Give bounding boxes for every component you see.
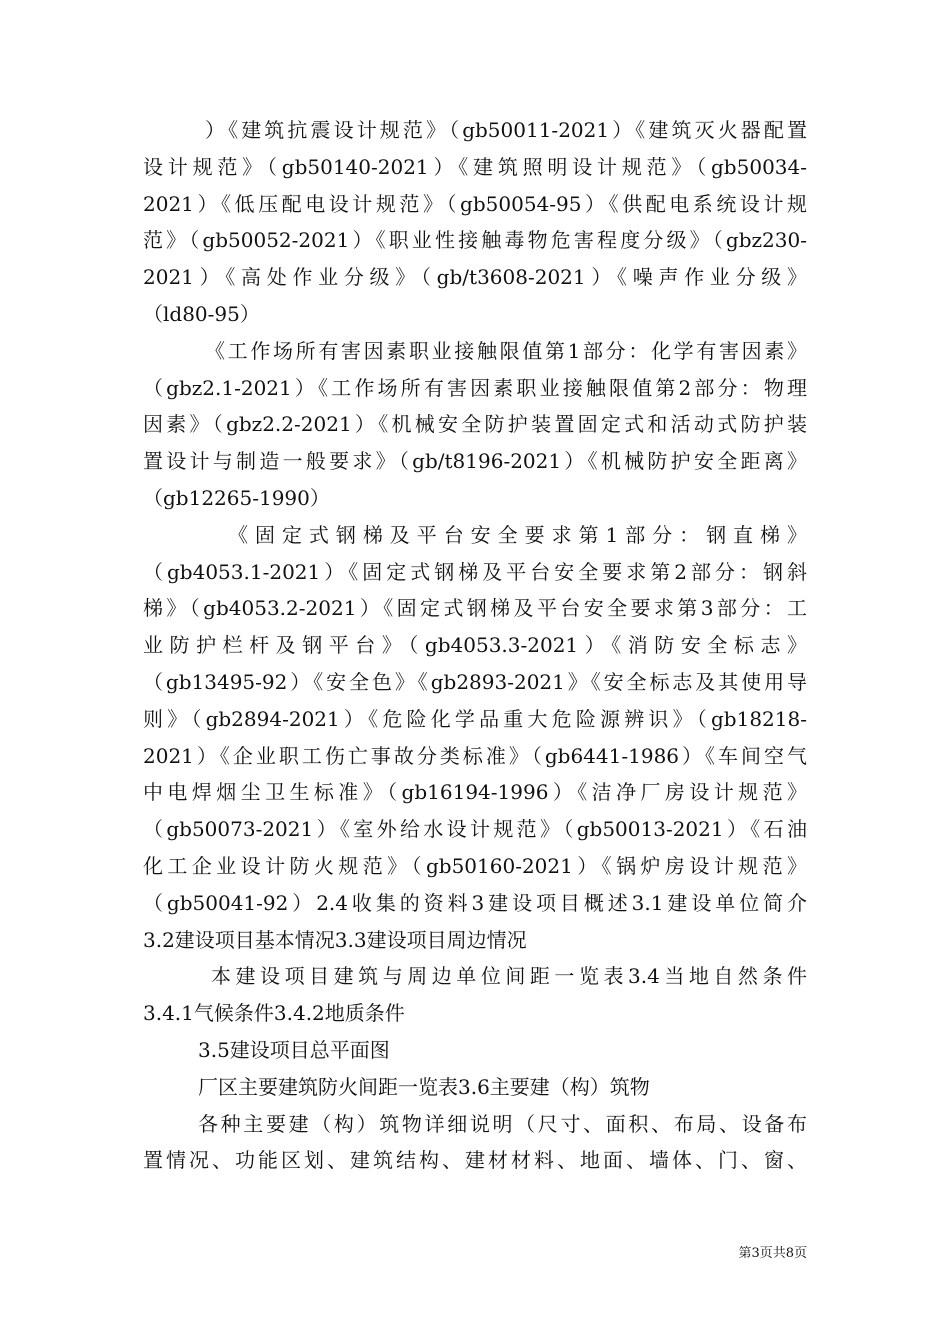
text-line: 3.4.1气候条件3.4.2地质条件 (143, 1001, 405, 1025)
text-line: 2021）《低压配电设计规范》（gb50054-95）《供配电系统设计规 (143, 192, 807, 216)
text-line: 2021）《企业职工伤亡事故分类标准》（gb6441-1986）《车间空气 (143, 744, 807, 768)
text-line: 本建设项目建筑与周边单位间距一览表3.4当地自然条件 (211, 964, 807, 988)
text-line: （gb50041-92）2.4收集的资料3建设项目概述3.1建设单位简介 (143, 891, 807, 915)
text-line: 范》（gb50052-2021）《职业性接触毒物危害程度分级》（gbz230- (143, 228, 807, 252)
text-line: 《固定式钢梯及平台安全要求第1部分：钢直梯》 (228, 523, 807, 547)
text-line: 业防护栏杆及钢平台》（gb4053.3-2021）《消防安全标志》 (143, 633, 807, 657)
text-line: 置设计与制造一般要求》（gb/t8196-2021）《机械防护安全距离》 (143, 449, 807, 473)
text-line: 因素》（gbz2.2-2021）《机械安全防护装置固定式和活动式防护装 (143, 412, 807, 436)
text-line: （gb4053.1-2021）《固定式钢梯及平台安全要求第2部分：钢斜 (143, 560, 807, 584)
text-line: 3.5建设项目总平面图 (198, 1038, 390, 1062)
text-line: 化工企业设计防火规范》（gb50160-2021）《锅炉房设计规范》 (143, 854, 807, 878)
text-line: 则》（gb2894-2021）《危险化学品重大危险源辨识》（gb18218- (143, 707, 807, 731)
text-line: 设计规范》（gb50140-2021）《建筑照明设计规范》（gb50034- (143, 155, 807, 179)
text-line: 厂区主要建筑防火间距一览表3.6主要建（构）筑物 (198, 1075, 650, 1099)
text-line: （gbz2.1-2021）《工作场所有害因素职业接触限值第2部分：物理 (143, 376, 807, 400)
page-number-footer: 第3页共8页 (738, 1246, 807, 1261)
text-line: 各种主要建（构）筑物详细说明（尺寸、面积、布局、设备布 (198, 1112, 807, 1136)
text-line: 《工作场所有害因素职业接触限值第1部分：化学有害因素》 (205, 339, 807, 363)
text-line: 3.2建设项目基本情况3.3建设项目周边情况 (143, 928, 527, 952)
text-line: 中电焊烟尘卫生标准》（gb16194-1996）《洁净厂房设计规范》 (143, 780, 807, 804)
text-line: （gb12265-1990） (143, 486, 330, 510)
text-line: （ld80-95） (143, 302, 260, 326)
text-line: （gb50073-2021）《室外给水设计规范》（gb50013-2021）《石油 (143, 817, 807, 841)
text-line: 置情况、功能区划、建筑结构、建材材料、地面、墙体、门、窗、 (143, 1148, 807, 1172)
text-line: （gb13495-92）《安全色》《gb2893-2021》《安全标志及其使用导 (143, 670, 807, 694)
text-line: 2021）《高处作业分级》（gb/t3608-2021）《噪声作业分级》 (143, 265, 807, 289)
text-line: 梯》（gb4053.2-2021）《固定式钢梯及平台安全要求第3部分：工 (143, 596, 807, 620)
text-line: ）《建筑抗震设计规范》（gb50011-2021）《建筑灭火器配置 (205, 118, 807, 142)
